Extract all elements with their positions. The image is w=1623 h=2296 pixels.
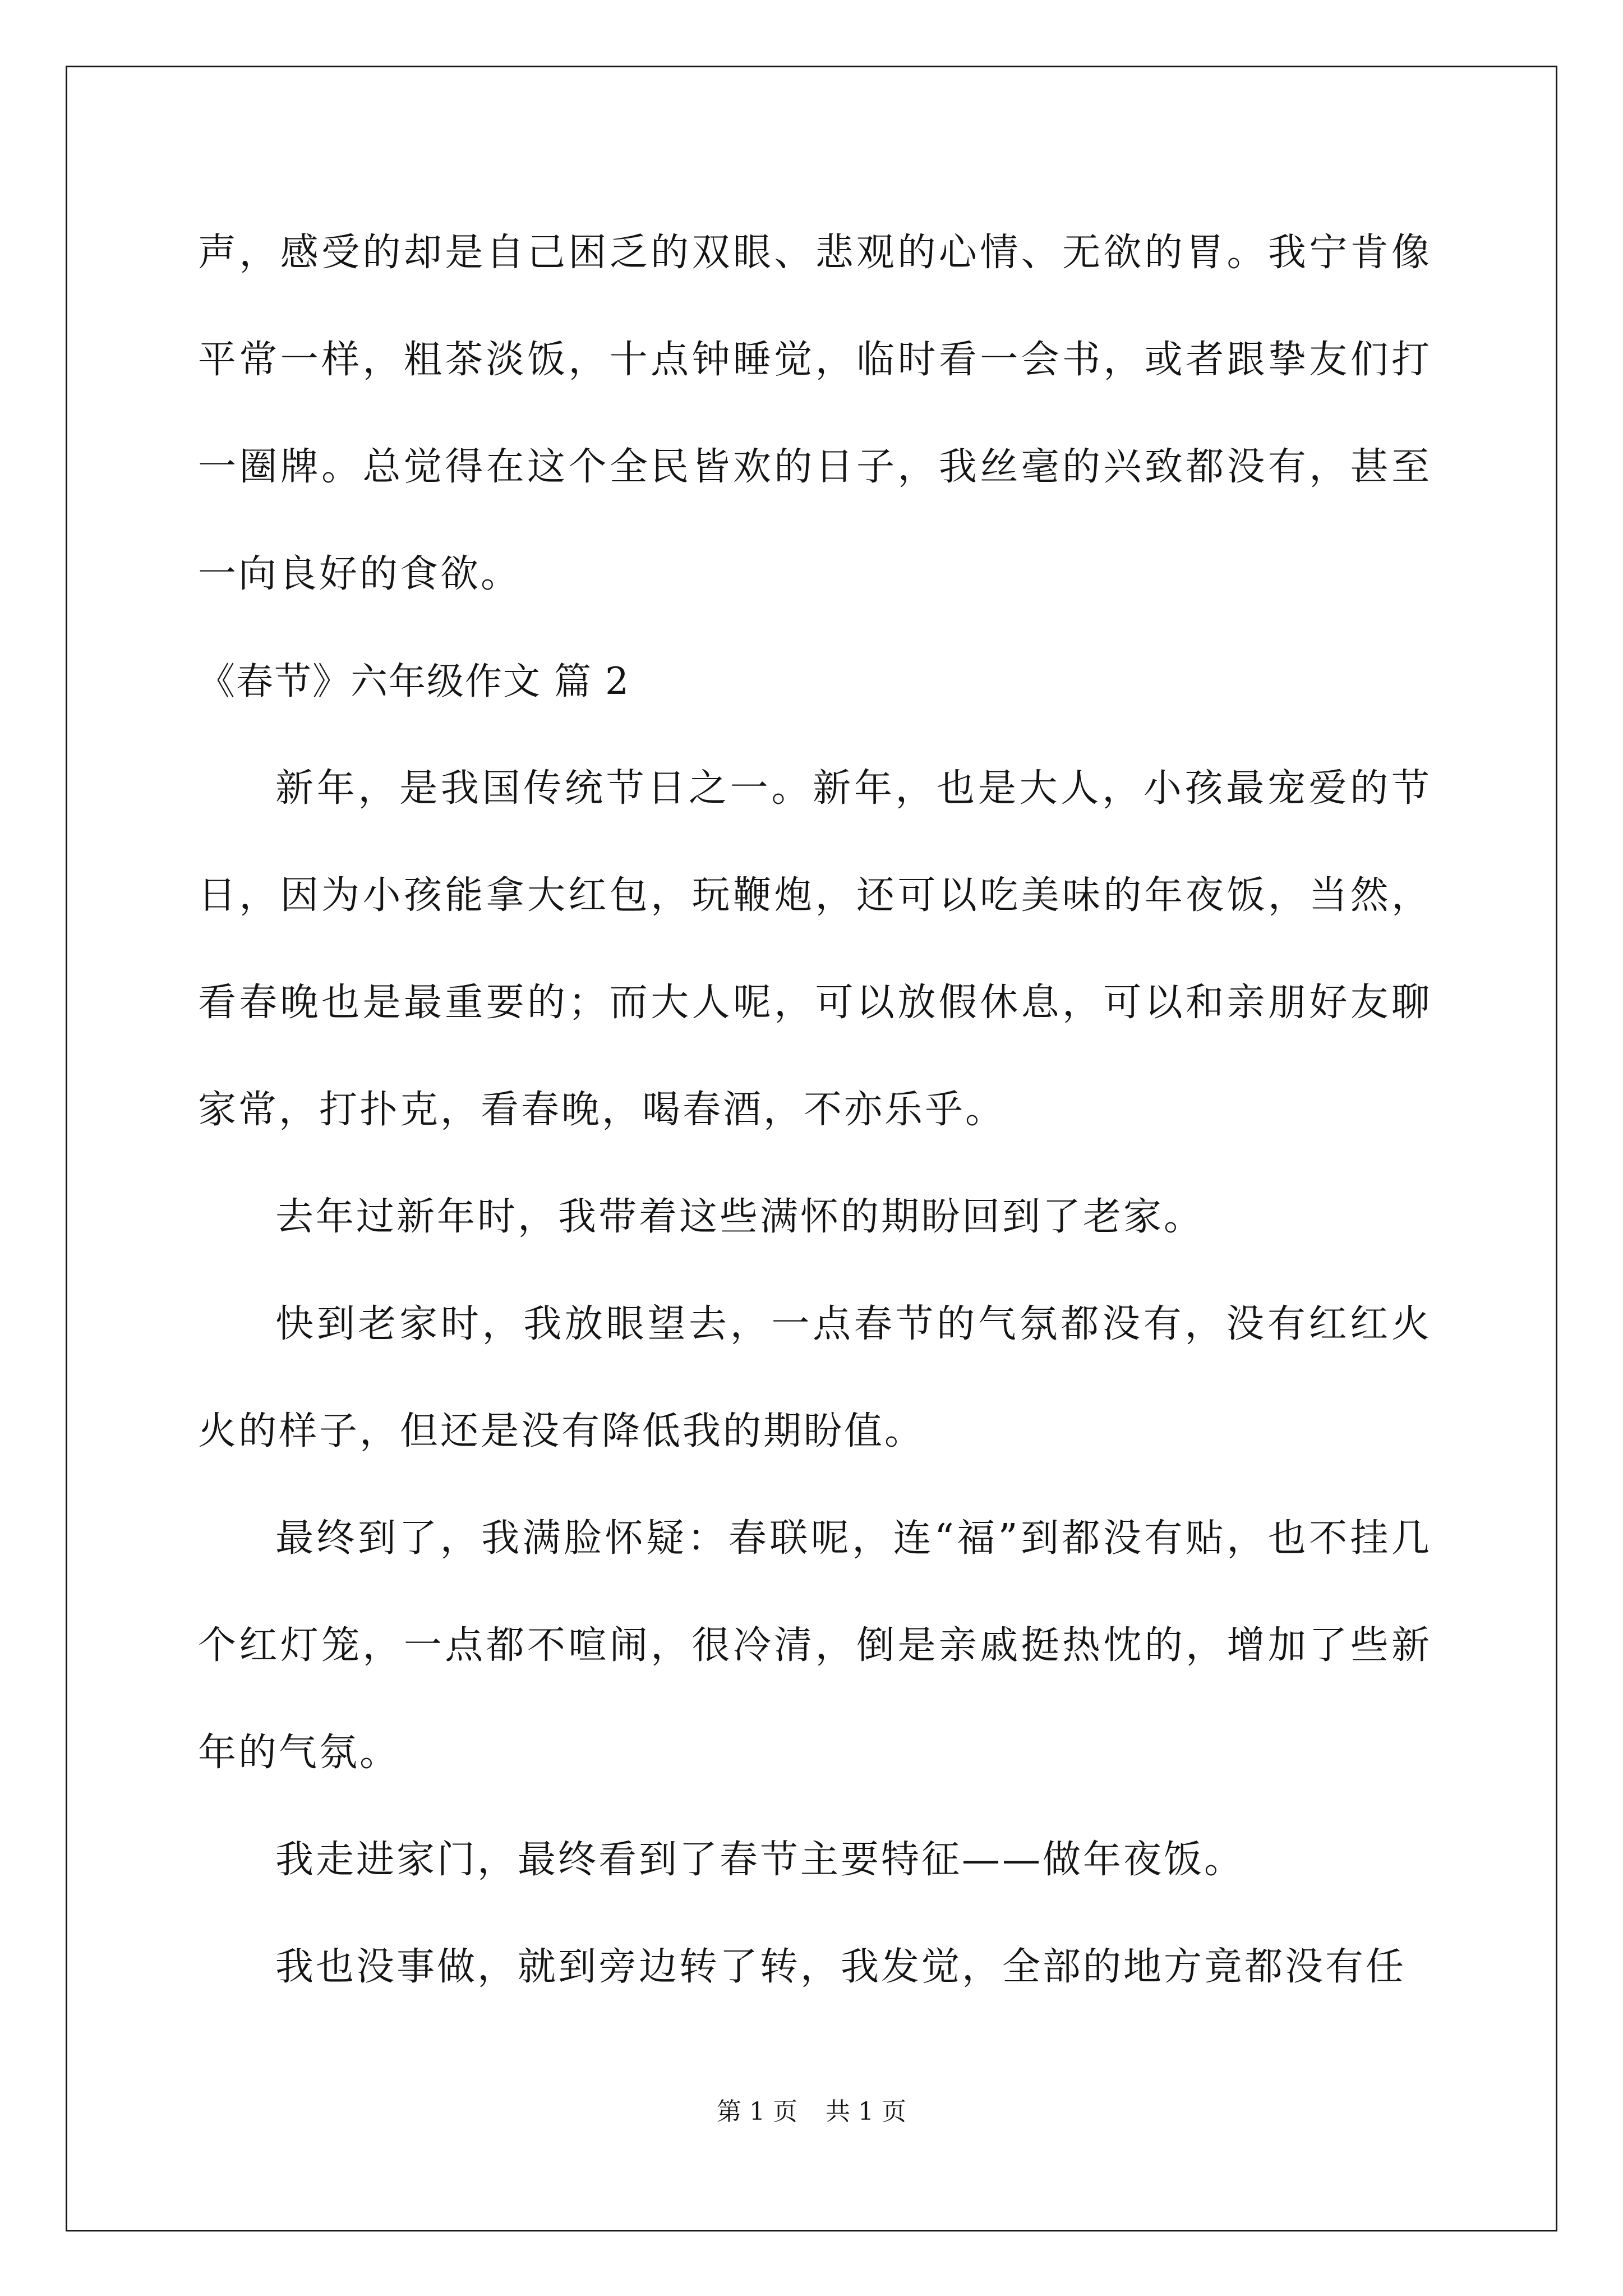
paragraph: 新年，是我国传统节日之一。新年，也是大人，小孩最宠爱的节日，因为小孩能拿大红包，玩鞭炮，还可以吃美味的年夜饭，当然，看春晚也是最重要的；而大人呢，可以放假休息，可以和亲朋好友聊家常，打扑克，看春晚，喝春酒，不亦乐乎。 — [198, 766, 1432, 1132]
paragraph: 我也没事做，就到旁边转了转，我发觉，全部的地方竟都没有任 — [275, 1945, 1407, 1989]
page-number: 第 1 页 — [717, 2097, 797, 2126]
paragraph: 快到老家时，我放眼望去，一点春节的气氛都没有，没有红红火火的样子，但还是没有降低我的期盼值。 — [198, 1302, 1432, 1453]
page-footer — [0, 2091, 1623, 2127]
document-body — [198, 222, 1432, 2021]
section-heading: 《春节》六年级作文 篇 2 — [198, 660, 630, 703]
paragraph: 最终到了，我满脸怀疑：春联呢，连“福”到都没有贴，也不挂几个红灯笼，一点都不喧闹，很冷清，倒是亲戚挺热忱的，增加了些新年的气氛。 — [198, 1516, 1432, 1775]
page-total: 共 1 页 — [826, 2097, 906, 2126]
paragraph-continuation: 声，感受的却是自己困乏的双眼、悲观的心情、无欲的胃。我宁肯像平常一样，粗茶淡饭，十点钟睡觉，临时看一会书，或者跟挚友们打一圈牌。总觉得在这个全民皆欢的日子，我丝毫的兴致都没有，甚至一向良好的食欲。 — [198, 231, 1432, 596]
paragraph: 我走进家门，最终看到了春节主要特征——做年夜饭。 — [275, 1838, 1245, 1882]
paragraph: 去年过新年时，我带着这些满怀的期盼回到了老家。 — [275, 1195, 1205, 1239]
